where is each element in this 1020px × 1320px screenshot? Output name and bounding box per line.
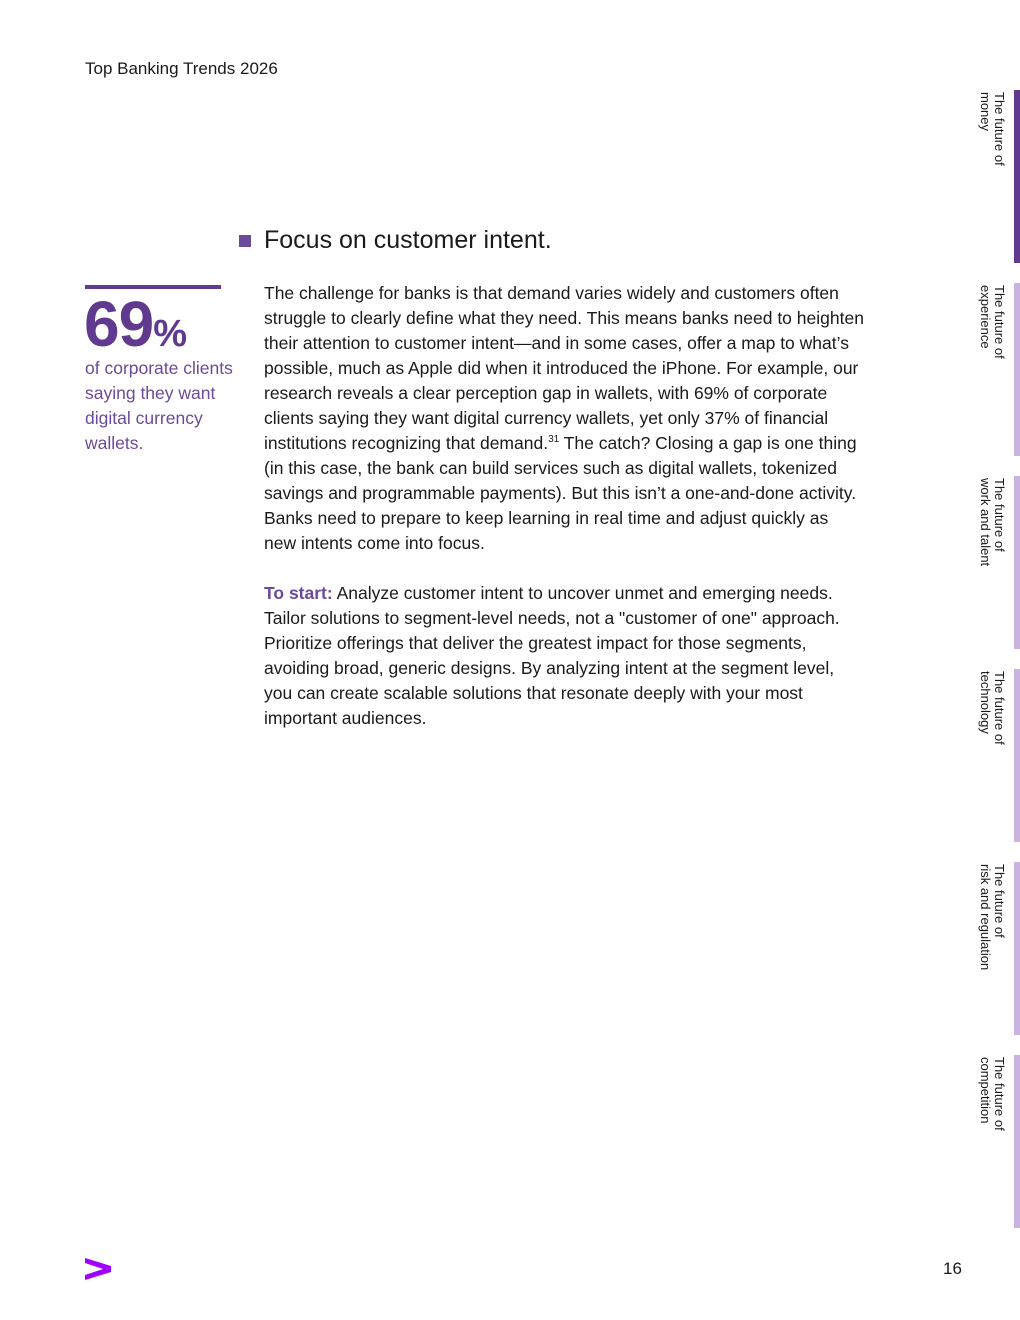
- paragraph-2: To start: Analyze customer intent to uncover unmet and emerging needs. Tailor solutions to segment-level needs, not a "customer of one" approach. Prioritize offerings that deliver the greatest impact for those segments, avoiding broad, generic designs. By analyzing intent at the segment level, you can create scalable solutions that resonate deeply with your most important audiences.: [264, 583, 840, 728]
- side-tab-bar: [1014, 476, 1020, 649]
- side-tab-label: The future of money: [978, 92, 1007, 166]
- side-tab-label: The future of technology: [978, 671, 1007, 745]
- stat-number: 69: [84, 288, 154, 360]
- side-tab-money[interactable]: [968, 90, 1020, 263]
- side-tab-bar: [1014, 862, 1020, 1035]
- side-tab-competition[interactable]: [968, 1055, 1020, 1228]
- side-tab-bar: [1014, 669, 1020, 842]
- section-title: Focus on customer intent.: [264, 226, 552, 254]
- stat-value: [84, 288, 187, 360]
- side-tab-label: The future of risk and regulation: [978, 864, 1007, 971]
- body-text: [264, 281, 864, 756]
- side-tab-label: The future of competition: [978, 1057, 1007, 1131]
- side-tab-bar: [1014, 1055, 1020, 1228]
- side-tab-bar: [1014, 283, 1020, 456]
- accenture-logo-icon: [85, 1256, 111, 1282]
- section-side-nav: [968, 90, 1020, 1230]
- square-bullet-icon: [239, 235, 251, 247]
- side-tab-work-and-talent[interactable]: [968, 476, 1020, 649]
- side-tab-bar: [1014, 90, 1020, 263]
- paragraph-1: The challenge for banks is that demand varies widely and customers often struggle to clearly define what they need. This means banks need to heighten their attention to customer intent—and in some cases, offer a map to what’s possible, much as Apple did when it introduced the iPhone. For example, our research reveals a clear perception gap in wallets, with 69% of corporate clients saying they want digital currency wallets, yet only 37% of financial institutions recognizing that demand.$^{31}$ The catch? Closing a gap is one thing (in this case, the bank can build services such as digital wallets, tokenized savings and programmable payments). But this isn’t a one-and-done activity. Banks need to prepare to keep learning in real time and adjust quickly as new intents come into focus.: [264, 283, 864, 553]
- side-tab-label: The future of experience: [978, 285, 1007, 359]
- page-number: 16: [943, 1259, 962, 1278]
- side-tab-experience[interactable]: [968, 283, 1020, 456]
- stat-unit: %: [153, 313, 187, 355]
- to-start-label: To start:: [264, 583, 333, 603]
- side-tab-risk-and-regulation[interactable]: [968, 862, 1020, 1035]
- stat-caption: of corporate clients saying they want digital currency wallets.: [85, 358, 233, 453]
- document-title: Top Banking Trends 2026: [85, 59, 278, 78]
- footnote-ref[interactable]: 31: [548, 434, 560, 446]
- side-tab-technology[interactable]: [968, 669, 1020, 842]
- section-heading: [239, 226, 552, 255]
- side-tab-label: The future of work and talent: [978, 478, 1007, 567]
